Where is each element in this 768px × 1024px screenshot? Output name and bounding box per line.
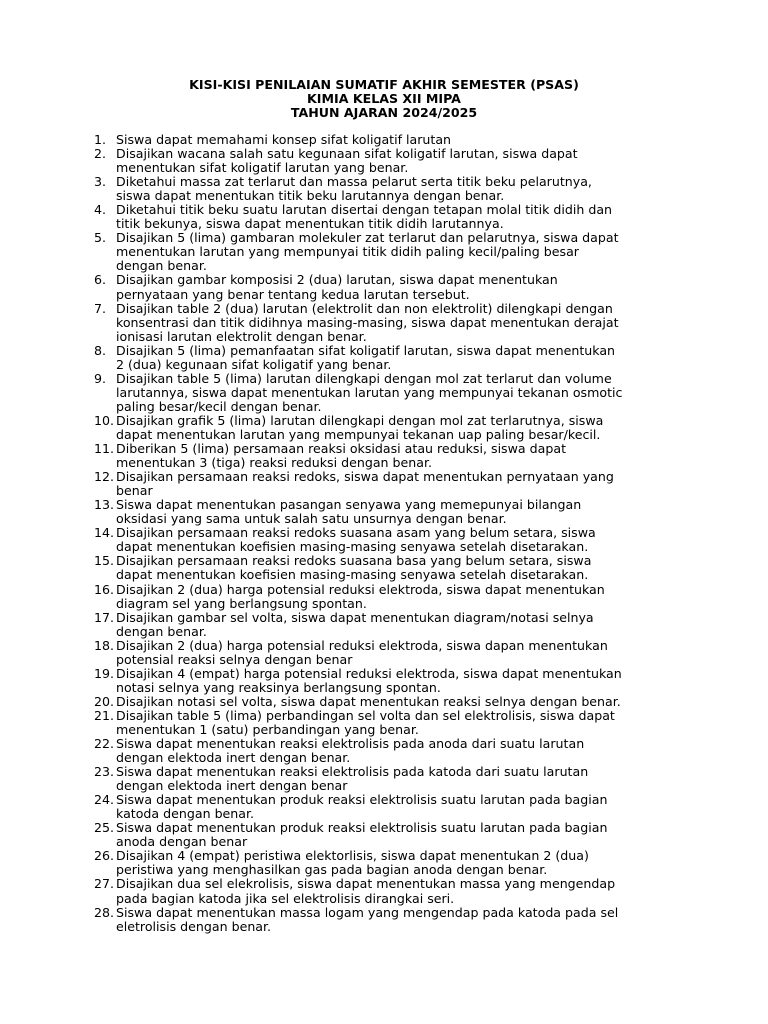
list-item — [94, 526, 684, 554]
list-item-number: 6. — [94, 272, 107, 288]
list-item — [94, 414, 684, 442]
list-item-number: 9. — [94, 370, 107, 386]
list-item-number: 8. — [94, 342, 107, 358]
list-item-text: Disajikan grafik 5 (lima) larutan dilengkapi dengan mol zat terlarutnya, siswa dapat menentukan larutan yang mempunyai tekanan uap paling besar/kecil. — [116, 412, 604, 442]
list-item-text: Disajikan table 5 (lima) perbandingan sel volta dan sel elektrolisis, siswa dapat menentukan 1 (satu) perbandingan yang benar. — [116, 707, 615, 737]
list-item — [94, 737, 684, 765]
list-item — [94, 175, 684, 203]
list-item — [94, 765, 684, 793]
list-item-text: Diketahui massa zat terlarut dan massa pelarut serta titik beku pelarutnya, siswa dapat menentukan titik beku larutannya dengan benar. — [116, 174, 592, 204]
grid-list — [94, 133, 684, 934]
header-title: KISI-KISI PENILAIAN SUMATIF AKHIR SEMESTER (PSAS) — [189, 77, 579, 92]
header-academic-year: TAHUN AJARAN 2024/2025 — [290, 105, 478, 121]
list-item-text: Disajikan dua sel elekrolisis, siswa dapat menentukan massa yang mengendap pada bagian katoda jika sel elektrolisis dirangkai seri. — [116, 876, 616, 906]
list-item — [94, 133, 684, 147]
list-item — [94, 877, 684, 905]
list-item-number: 16. — [94, 581, 115, 597]
list-item-text: Disajikan 5 (lima) gambaran molekuler zat terlarut dan pelarutnya, siswa dapat menentukan larutan yang mempunyai titik didih paling kecil/paling besar dengan benar. — [116, 230, 619, 274]
list-item — [94, 442, 684, 470]
list-item-number: 2. — [94, 146, 107, 162]
list-item-number: 23. — [94, 764, 115, 780]
list-item-number: 5. — [94, 230, 107, 246]
list-item — [94, 793, 684, 821]
list-item-number: 10. — [94, 412, 115, 428]
list-item-number: 19. — [94, 665, 115, 681]
list-item — [94, 302, 684, 344]
list-item — [94, 639, 684, 667]
list-item-text: Disajikan gambar sel volta, siswa dapat menentukan diagram/notasi selnya dengan benar. — [116, 609, 594, 639]
list-item-number: 13. — [94, 497, 115, 513]
list-item — [94, 695, 684, 709]
list-item-number: 24. — [94, 792, 115, 808]
list-item-number: 1. — [94, 132, 107, 147]
list-item — [94, 554, 684, 582]
list-item-text: Siswa dapat menentukan reaksi elektrolisis pada anoda dari suatu larutan dengan elektoda inert dengan benar. — [116, 736, 585, 766]
list-item — [94, 906, 684, 934]
list-item-text: Siswa dapat menentukan reaksi elektrolisis pada katoda dari suatu larutan dengan elektoda inert dengan benar — [116, 764, 589, 794]
list-item — [94, 583, 684, 611]
list-item-number: 20. — [94, 693, 115, 709]
list-item-text: Diketahui titik beku suatu larutan disertai dengan tetapan molal titik didih dan titik bekunya, siswa dapat menentukan titik didih larutannya. — [116, 202, 613, 232]
list-item-number: 27. — [94, 876, 115, 892]
list-item — [94, 273, 684, 301]
list-item-text: Diberikan 5 (lima) persamaan reaksi oksidasi atau reduksi, siswa dapat menentukan 3 (tiga) reaksi reduksi dengan benar. — [116, 441, 567, 471]
list-item-number: 28. — [94, 904, 115, 920]
list-item-number: 22. — [94, 736, 115, 752]
list-item-number: 15. — [94, 553, 115, 569]
list-item-text: Disajikan 2 (dua) harga potensial reduksi elektroda, siswa dapan menentukan potensial reaksi selnya dengan benar — [116, 637, 608, 667]
list-item-text: Disajikan 4 (empat) harga potensial reduksi elektroda, siswa dapat menentukan notasi selnya yang reaksinya berlangsung spontan. — [116, 665, 622, 695]
list-item — [94, 821, 684, 849]
list-item-number: 12. — [94, 469, 115, 485]
header-subject: KIMIA KELAS XII MIPA — [307, 91, 461, 107]
list-item — [94, 344, 684, 372]
list-item-number: 7. — [94, 300, 107, 316]
list-item-number: 11. — [94, 441, 115, 457]
list-item-text: Disajikan notasi sel volta, siswa dapat menentukan reaksi selnya dengan benar. — [116, 693, 621, 709]
list-item-number: 25. — [94, 820, 115, 836]
list-item — [94, 147, 684, 175]
list-item-text: Disajikan gambar komposisi 2 (dua) larutan, siswa dapat menentukan pernyataan yang benar tentang kedua larutan tersebut. — [116, 272, 558, 302]
list-item-text: Disajikan table 5 (lima) larutan dilengkapi dengan mol zat terlarut dan volume larutannya, siswa dapat menentukan larutan yang mempunyai tekanan osmotic paling besar/kecil dengan benar. — [116, 370, 623, 414]
list-item — [94, 667, 684, 695]
list-item — [94, 470, 684, 498]
list-item-text: Siswa dapat menentukan produk reaksi elektrolisis suatu larutan pada bagian anoda dengan benar — [116, 820, 608, 850]
list-item — [94, 203, 684, 231]
list-item-text: Disajikan persamaan reaksi redoks, siswa dapat menentukan pernyataan yang benar — [116, 469, 614, 499]
list-item-text: Disajikan wacana salah satu kegunaan sifat koligatif larutan, siswa dapat menentukan sifat koligatif larutan yang benar. — [116, 146, 578, 176]
document-header — [0, 78, 768, 121]
list-item-text: Siswa dapat menentukan produk reaksi elektrolisis suatu larutan pada bagian katoda dengan benar. — [116, 792, 608, 822]
list-item-number: 17. — [94, 609, 115, 625]
list-item-text: Disajikan 4 (empat) peristiwa elektorlisis, siswa dapat menentukan 2 (dua) peristiwa yang menghasilkan gas pada bagian anoda dengan benar. — [116, 848, 589, 878]
list-item-text: Disajikan 2 (dua) harga potensial reduksi elektroda, siswa dapat menentukan diagram sel yang berlangsung spontan. — [116, 581, 605, 611]
list-item-text: Disajikan 5 (lima) pemanfaatan sifat koligatif larutan, siswa dapat menentukan 2 (dua) kegunaan sifat koligatif yang benar. — [116, 342, 616, 372]
list-item — [94, 498, 684, 526]
list-item-number: 14. — [94, 525, 115, 541]
list-item-text: Siswa dapat menentukan massa logam yang mengendap pada katoda pada sel eletrolisis dengan benar. — [116, 904, 619, 934]
list-item — [94, 611, 684, 639]
list-item-text: Disajikan persamaan reaksi redoks suasana basa yang belum setara, siswa dapat menentukan koefisien masing-masing senyawa setelah disetarakan. — [116, 553, 592, 583]
list-item-text: Siswa dapat menentukan pasangan senyawa yang memepunyai bilangan oksidasi yang sama untuk salah satu unsurnya dengan benar. — [116, 497, 582, 527]
list-item — [94, 231, 684, 273]
list-item-text: Disajikan persamaan reaksi redoks suasana asam yang belum setara, siswa dapat menentukan koefisien masing-masing senyawa setelah disetarakan. — [116, 525, 596, 555]
list-item-text: Siswa dapat memahami konsep sifat koligatif larutan — [116, 132, 452, 147]
list-item-number: 26. — [94, 848, 115, 864]
list-item — [94, 849, 684, 877]
list-item-number: 4. — [94, 202, 107, 218]
list-item — [94, 372, 684, 414]
list-item-number: 21. — [94, 707, 115, 723]
list-item — [94, 709, 684, 737]
list-item-number: 3. — [94, 174, 107, 190]
list-item-number: 18. — [94, 637, 115, 653]
list-item-text: Disajikan table 2 (dua) larutan (elektrolit dan non elektrolit) dilengkapi dengan konsentrasi dan titik didihnya masing-masing, siswa dapat menentukan derajat ionisasi larutan elektrolit dengan benar. — [116, 300, 619, 344]
